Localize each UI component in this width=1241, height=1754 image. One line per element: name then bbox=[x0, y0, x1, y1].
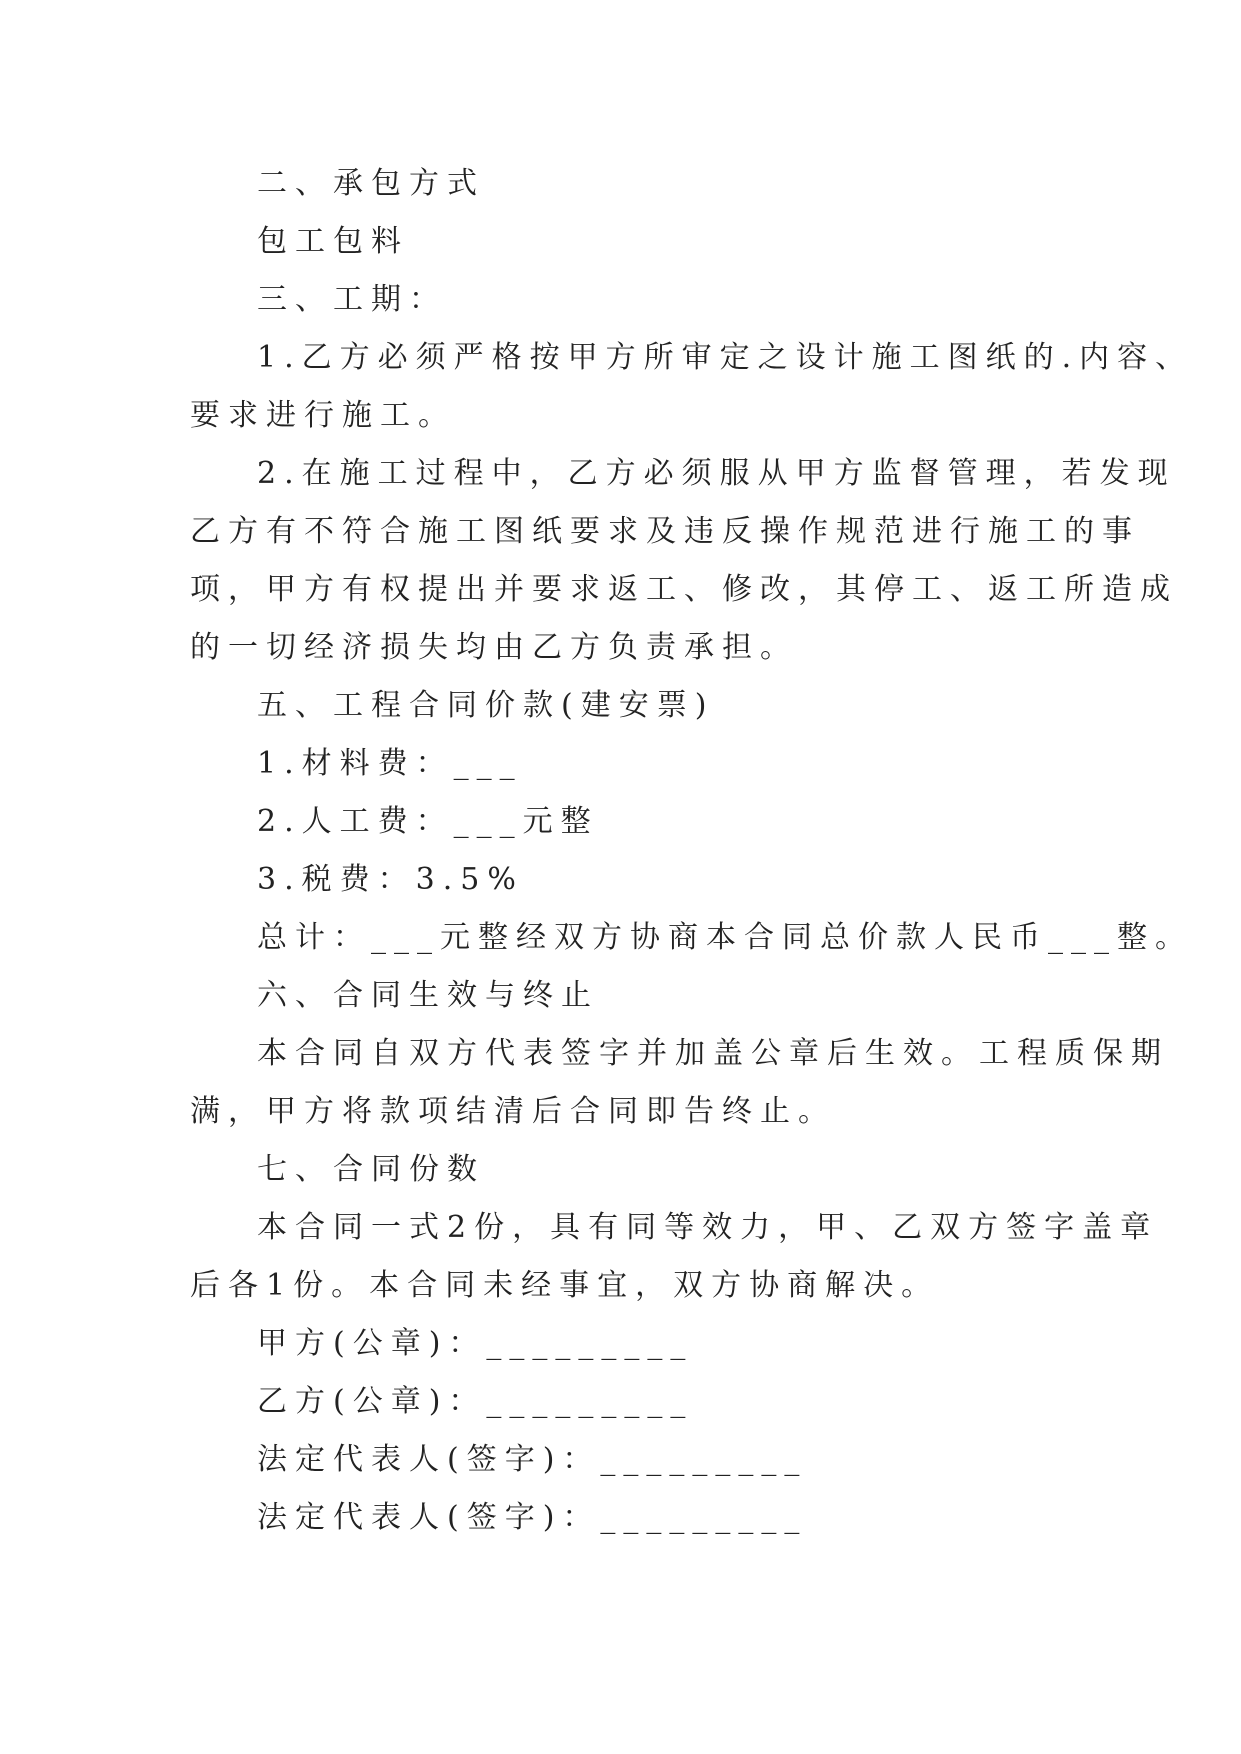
section-heading-contract-method: 二、承包方式 bbox=[257, 166, 485, 201]
section-heading-copies: 七、合同份数 bbox=[257, 1152, 485, 1187]
paragraph-line: 包工包料 bbox=[257, 224, 409, 259]
paragraph-line: 本合同自双方代表签字并加盖公章后生效。工程质保期 bbox=[257, 1036, 1169, 1071]
section-heading-price: 五、工程合同价款(建安票) bbox=[257, 688, 715, 723]
signature-line-party-a: 甲方(公章)：_________ bbox=[257, 1326, 694, 1361]
section-heading-duration: 三、工期： bbox=[257, 282, 447, 317]
paragraph-line: 本合同一式2份，具有同等效力，甲、乙双方签字盖章 bbox=[257, 1210, 1159, 1245]
paragraph-line: 3.税费：3.5% bbox=[257, 862, 524, 897]
paragraph-line: 要求进行施工。 bbox=[190, 398, 456, 433]
paragraph-line: 1.乙方必须严格按甲方所审定之设计施工图纸的.内容、 bbox=[257, 340, 1194, 375]
paragraph-line: 的一切经济损失均由乙方负责承担。 bbox=[190, 630, 798, 665]
paragraph-line: 1.材料费：___ bbox=[257, 746, 523, 781]
paragraph-line: 总计：___元整经双方协商本合同总价款人民币___整。 bbox=[257, 920, 1193, 955]
signature-line-representative: 法定代表人(签字)：_________ bbox=[257, 1500, 808, 1535]
paragraph-line: 后各1份。本合同未经事宜，双方协商解决。 bbox=[190, 1268, 940, 1303]
paragraph-line: 2.在施工过程中，乙方必须服从甲方监督管理，若发现 bbox=[257, 456, 1176, 491]
paragraph-line: 乙方有不符合施工图纸要求及违反操作规范进行施工的事 bbox=[190, 514, 1140, 549]
signature-line-representative: 法定代表人(签字)：_________ bbox=[257, 1442, 808, 1477]
paragraph-line: 项，甲方有权提出并要求返工、修改，其停工、返工所造成 bbox=[190, 572, 1178, 607]
paragraph-line: 2.人工费：___元整 bbox=[257, 804, 599, 839]
signature-line-party-b: 乙方(公章)：_________ bbox=[257, 1384, 694, 1419]
document-page bbox=[190, 155, 1194, 1547]
paragraph-line: 满，甲方将款项结清后合同即告终止。 bbox=[190, 1094, 836, 1129]
section-heading-effect: 六、合同生效与终止 bbox=[257, 978, 599, 1013]
